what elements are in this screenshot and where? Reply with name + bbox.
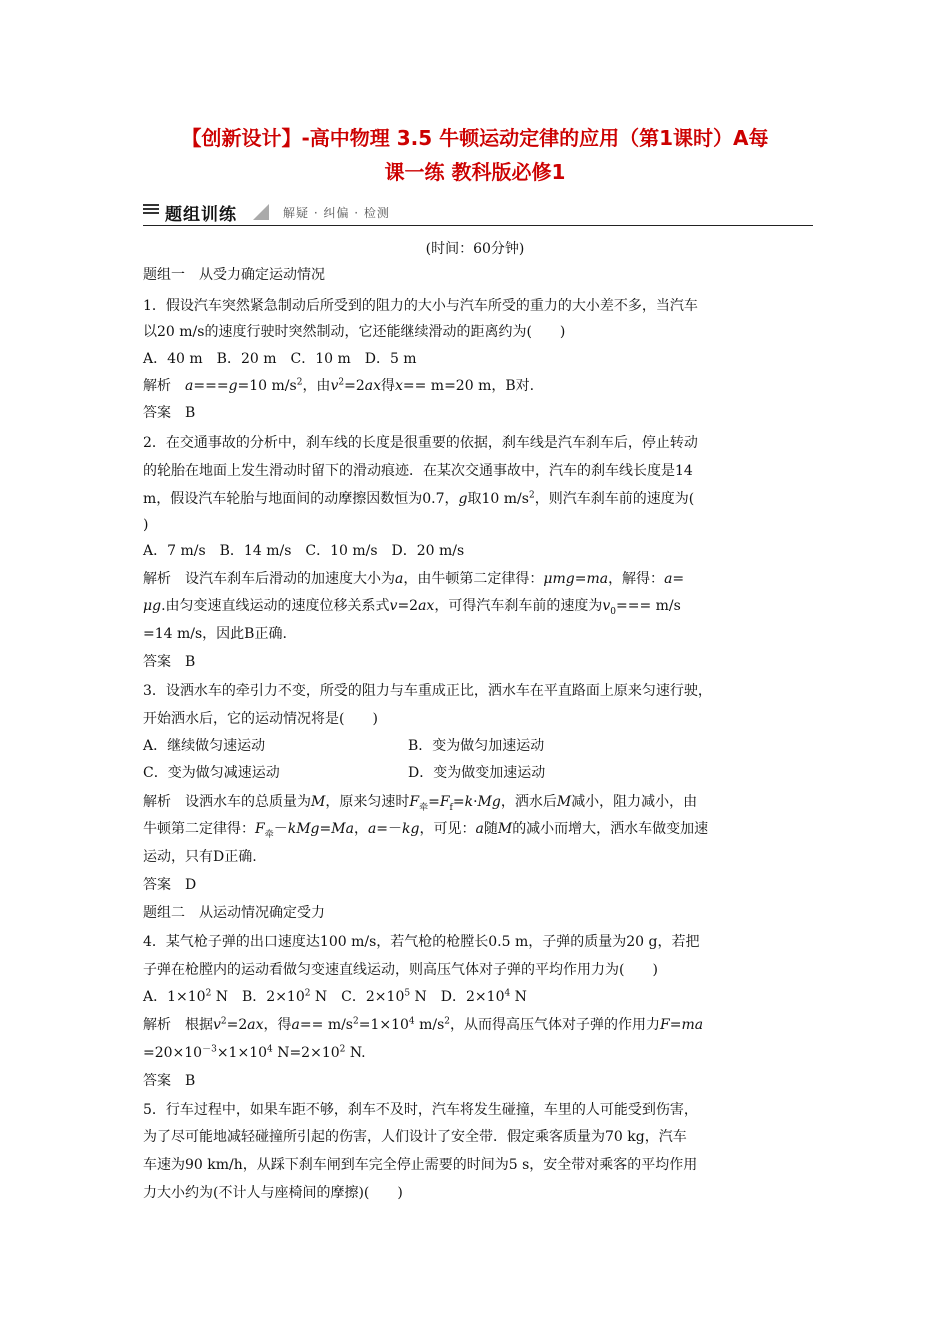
superscript: 2 [304,988,311,999]
var-ax: ax [247,1017,264,1033]
superscript: 2 [353,1016,359,1027]
banner-divider [143,225,813,226]
superscript: 2 [338,377,345,388]
text: == m=20 m，B对. [402,378,535,394]
var-a: a [475,821,484,837]
superscript: 4 [408,1016,415,1027]
var-Ma: Ma [331,821,354,837]
var-ax: ax [364,378,381,394]
q1-answer: 答案 B [143,405,196,421]
text: =2 [344,378,365,394]
q2-analysis-line-3: =14 m/s，因此B正确. [143,626,287,642]
var-ma: ma [681,1017,704,1033]
banner-label: 题组训练 [165,205,237,225]
text: 减小，阻力减小，由 [571,794,698,810]
q2-stem-line-1: 2．在交通事故的分析中，刹车线的长度是很重要的依据，刹车线是汽车刹车后，停止转动 [143,435,698,451]
q2-analysis-line-2 [143,593,681,619]
superscript: 4 [267,1044,273,1055]
var-kg: kg [402,821,420,837]
time-note: (时间：60分钟) [425,241,525,257]
text: 随 [483,821,498,837]
q5-stem-line-2: 为了尽可能地减轻碰撞所引起的伤害，人们设计了安全带．假定乘客质量为70 kg，汽车 [143,1129,687,1145]
text: = [452,794,465,810]
text: ，得 [263,1017,292,1033]
q3-analysis-line-2 [143,816,708,842]
text: =10 m/s [237,378,297,394]
text: 取10 m/s [467,491,529,507]
document-title-line-1: 【创新设计】-高中物理 3.5 牛顿运动定律的应用（第1课时）A每 [181,126,769,150]
text: = [428,794,440,810]
text: ，洒水后 [500,794,557,810]
text: =1×10 [358,1017,409,1033]
text: ，则汽车刹车前的速度为( [534,491,695,507]
var-a: a [664,571,673,587]
superscript: －3 [202,1044,217,1055]
var-Mg: Mg [477,794,501,810]
text: = [319,821,332,837]
q1-stem-line-2: 以20 m/s的速度行驶时突然制动，它还能继续滑动的距离约为( ) [143,324,566,340]
var-mumg: μmg [543,571,575,587]
q4-answer: 答案 B [143,1073,196,1089]
triangle-icon [253,204,269,220]
var-ax: ax [418,598,435,614]
var-M: M [497,821,513,837]
q2-stem-line-4: ) [143,517,149,533]
text: = [672,571,685,587]
text: ，由 [302,378,331,394]
var-a: a [185,378,194,394]
text: === m/s [615,598,681,614]
q1-analysis [143,373,534,399]
text: ，解得： [608,571,665,587]
var-kMg: kMg [287,821,320,837]
text: ，从而得高压气体对子弹的作用力 [450,1017,661,1033]
var-v: v [389,598,398,614]
text: =2 [397,598,419,614]
section-banner [143,198,813,228]
text: N=2×10 [272,1045,340,1061]
var-ma: ma [586,571,609,587]
q2-answer: 答案 B [143,654,196,670]
group1-heading: 题组一 从受力确定运动情况 [143,267,325,283]
q4-analysis-line-2 [143,1040,366,1066]
subscript: 0 [610,606,616,617]
q3-answer: 答案 D [143,877,197,893]
text: 解析 设洒水车的总质量为 [143,794,311,810]
q3-analysis-line-3: 运动，只有D正确. [143,849,257,865]
var-F: F [409,794,420,810]
q3-option-b: B．变为做匀加速运动 [408,738,545,754]
q3-stem-line-2: 开始洒水后，它的运动情况将是( ) [143,711,378,727]
text: ，原来匀速时 [325,794,410,810]
q3-option-c: C．变为做匀减速运动 [143,765,280,781]
document-title-line-2: 课一练 教科版必修1 [384,160,566,184]
var-g: g [458,491,468,507]
text: = [669,1017,682,1033]
superscript: 2 [296,377,303,388]
q2-options: A．7 m/s B．14 m/s C．10 m/s D．20 m/s [143,543,465,559]
q2-stem-line-2: 的轮胎在地面上发生滑动时留下的滑动痕迹．在某次交通事故中，汽车的刹车线长度是14 [143,463,693,479]
q2-analysis-line-1 [143,566,684,592]
group2-heading: 题组二 从运动情况确定受力 [143,905,325,921]
q5-stem-line-1: 5．行车过程中，如果车距不够，刹车不及时，汽车将发生碰撞，车里的人可能受到伤害， [143,1102,698,1118]
text: 解析 根据 [143,1017,213,1033]
var-F: F [439,794,450,810]
var-a: a [367,821,377,837]
text: N. [345,1045,366,1061]
var-v: v [213,1017,221,1033]
q3-stem-line-1: 3．设洒水车的牵引力不变，所受的阻力与车重成正比，洒水车在平直路面上原来匀速行驶， [143,683,712,699]
var-F: F [255,821,265,837]
text: ，可见： [419,821,476,837]
q1-options: A．40 m B．20 m C．10 m D．5 m [143,351,417,367]
superscript: 2 [205,988,212,999]
q2-stem-line-3 [143,486,694,512]
q1-stem-line-1: 1．假设汽车突然紧急制动后所受到的阻力的大小与汽车所受的重力的大小差不多，当汽车 [143,298,698,314]
text: N C．2×10 [310,989,405,1005]
text: = [574,571,587,587]
text: 牛顿第二定律得： [143,821,255,837]
text: ，可得汽车刹车前的速度为 [434,598,603,614]
superscript: 4 [504,988,511,999]
superscript: 5 [404,988,411,999]
text: N D．2×10 [410,989,505,1005]
text: 解析 设汽车刹车后滑动的加速度大小为 [143,571,395,587]
text: =20×10 [143,1045,203,1061]
var-v: v [602,598,611,614]
q4-stem-line-1: 4．某气枪子弹的出口速度达100 m/s，若气枪的枪膛长0.5 m，子弹的质量为20 g，若把 [143,934,700,950]
text: 得 [380,378,395,394]
subscript: 牵 [264,829,274,840]
text: · [473,794,478,810]
var-a: a [395,571,404,587]
superscript: 2 [339,1044,346,1055]
var-F: F [660,1017,670,1033]
subscript: 牵 [419,802,429,813]
subscript: f [449,802,453,813]
text: 的减小而增大，洒水车做变加速 [512,821,709,837]
var-a: a [291,1017,300,1033]
var-k: k [464,794,474,810]
text: == m/s [299,1017,353,1033]
q5-stem-line-4: 力大小约为(不计人与座椅间的摩擦)( ) [143,1185,403,1201]
banner-subtitle: 解疑 · 纠偏 · 检测 [283,206,390,220]
text: A．1×10 [143,989,206,1005]
var-M: M [556,794,572,810]
text: ×1×10 [216,1045,268,1061]
q4-analysis-line-1 [143,1012,703,1038]
text: ，由牛顿第二定律得： [403,571,544,587]
superscript: 2 [444,1016,451,1027]
q4-stem-line-2: 子弹在枪膛内的运动看做匀变速直线运动，则高压气体对子弹的平均作用力为( ) [143,962,658,978]
text: m/s [414,1017,445,1033]
q3-option-d: D．变为做变加速运动 [408,765,546,781]
text: ， [353,821,368,837]
text: N B．2×10 [211,989,305,1005]
var-g: g [228,378,238,394]
superscript: 2 [220,1016,227,1027]
var-M: M [311,794,326,810]
q4-options [143,984,527,1010]
text: === [193,378,229,394]
analysis-label: 解析 [143,378,185,394]
q3-analysis-line-1 [143,789,697,815]
text: N [510,989,527,1005]
text: =2 [226,1017,248,1033]
q5-stem-line-3: 车速为90 km/h，从踩下刹车闸到车完全停止需要的时间为5 s，安全带对乘客的平均作用 [143,1157,698,1173]
var-x: x [394,378,403,394]
q3-option-a: A．继续做匀速运动 [143,738,266,754]
var-v: v [330,378,339,394]
text: － [273,821,288,837]
text: m，假设汽车轮胎与地面间的动摩擦因数恒为0.7， [143,491,459,507]
stripes-icon [143,204,159,218]
text: .由匀变速直线运动的速度位移关系式 [161,598,390,614]
superscript: 2 [528,490,535,501]
var-mug: μg [143,598,162,614]
text: =－ [376,821,403,837]
